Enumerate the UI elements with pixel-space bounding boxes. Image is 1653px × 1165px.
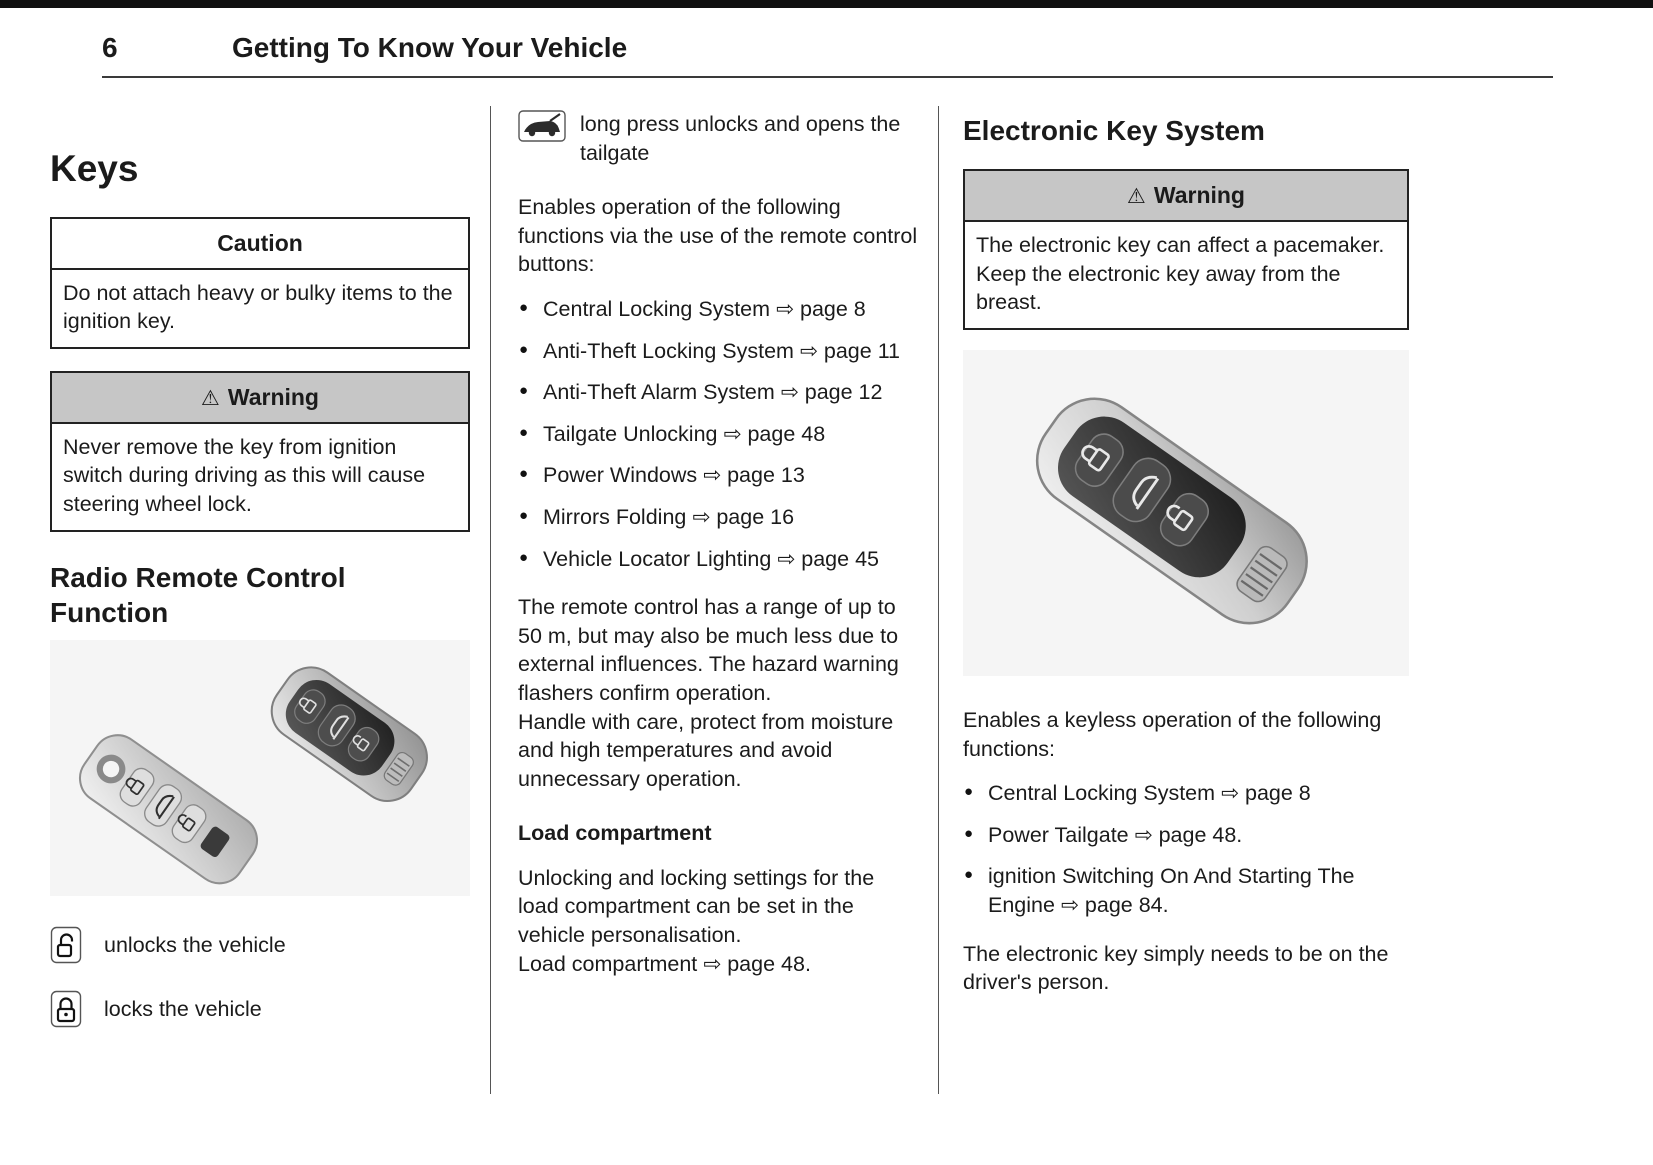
list-item: ● Power Tailgate ⇨ page 48.: [963, 821, 1409, 850]
unlock-icon: [50, 926, 82, 964]
legend-unlock: [50, 926, 470, 964]
list-item: ● Anti-Theft Locking System ⇨ page 11: [518, 337, 920, 366]
caution-box: [50, 217, 470, 349]
caution-body: Do not attach heavy or bulky items to the ignition key.: [63, 280, 453, 334]
warning-title: Warning: [227, 383, 319, 410]
page-number: 6: [102, 32, 118, 63]
warning-box-electronic: [963, 169, 1409, 330]
warning-icon: ⚠: [201, 386, 220, 410]
legend-unlock-label: unlocks the vehicle: [104, 933, 286, 958]
tailgate-label: long press unlocks and opens the tailgate: [580, 112, 901, 165]
care-paragraph: Handle with care, protect from moisture and high temperatures and avoid unnecessary operation.: [518, 709, 894, 791]
legend-lock-label: locks the vehicle: [104, 997, 262, 1022]
electronic-key-image: [963, 350, 1409, 676]
content-columns: [50, 104, 1653, 1104]
warning-body-electronic: [965, 222, 1407, 328]
column-left: [50, 104, 490, 1104]
list-item: ● ignition Switching On And Starting The Engine ⇨ page 84.: [963, 862, 1409, 919]
electronic-key-illustration: [963, 350, 1391, 676]
tailgate-legend: [518, 110, 920, 167]
keyless-intro: Enables a keyless operation of the following functions:: [963, 707, 1382, 761]
section-heading-remote: Radio Remote Control Function: [50, 561, 346, 628]
outro-paragraph: The electronic key simply needs to be on the driver's person.: [963, 941, 1389, 995]
lock-icon: [50, 990, 82, 1028]
warning-box-keys: [50, 371, 470, 532]
list-item: ● Vehicle Locator Lighting ⇨ page 45: [518, 545, 920, 574]
column-right: [939, 104, 1409, 1104]
remote-controls-illustration: [50, 640, 450, 896]
function-list: [518, 295, 920, 573]
car-tailgate-icon: [518, 110, 566, 142]
warning-icon: ⚠: [1127, 185, 1146, 209]
range-paragraph: The remote control has a range of up to 50 m, but may also be much less due to external influences. The hazard warning flashers confirm operation.: [518, 595, 899, 705]
warning-title-row: [52, 373, 468, 424]
list-item: ● Central Locking System ⇨ page 8: [518, 295, 920, 324]
warning-line-2: Keep the electronic key away from the breast.: [976, 261, 1341, 315]
page-header: [0, 8, 1653, 88]
intro-paragraph: Enables operation of the following functions via the use of the remote control buttons:: [518, 195, 918, 277]
load-reference: Load compartment ⇨ page 48.: [518, 951, 811, 976]
page-top-edge: [0, 0, 1653, 8]
list-item: ● Anti-Theft Alarm System ⇨ page 12: [518, 378, 920, 407]
list-item: ● Central Locking System ⇨ page 8: [963, 779, 1409, 808]
load-compartment-heading: Load compartment: [518, 821, 712, 846]
warning-title: Warning: [1153, 182, 1245, 209]
list-item: ● Power Windows ⇨ page 13: [518, 461, 920, 490]
section-heading-keys: Keys: [50, 148, 139, 189]
warning-title-row-electronic: [965, 171, 1407, 222]
section-heading-electronic: Electronic Key System: [963, 115, 1265, 146]
warning-body: Never remove the key from ignition switch during driving as this will cause steering wheel lock.: [63, 434, 426, 517]
caution-title: Caution: [52, 219, 468, 270]
remote-legend: [50, 926, 470, 1028]
page-title: Getting To Know Your Vehicle: [232, 32, 628, 63]
warning-line-1: The electronic key can affect a pacemaker.: [976, 233, 1385, 258]
list-item: ● Mirrors Folding ⇨ page 16: [518, 503, 920, 532]
column-middle: [491, 104, 938, 1104]
list-item: ● Tailgate Unlocking ⇨ page 48: [518, 420, 920, 449]
keyless-list: [963, 779, 1409, 919]
legend-lock: [50, 990, 470, 1028]
header-rule: [102, 32, 1553, 78]
load-paragraph: Unlocking and locking settings for the load compartment can be set in the vehicle personalisation.: [518, 865, 875, 948]
remote-controls-image: [50, 640, 470, 896]
